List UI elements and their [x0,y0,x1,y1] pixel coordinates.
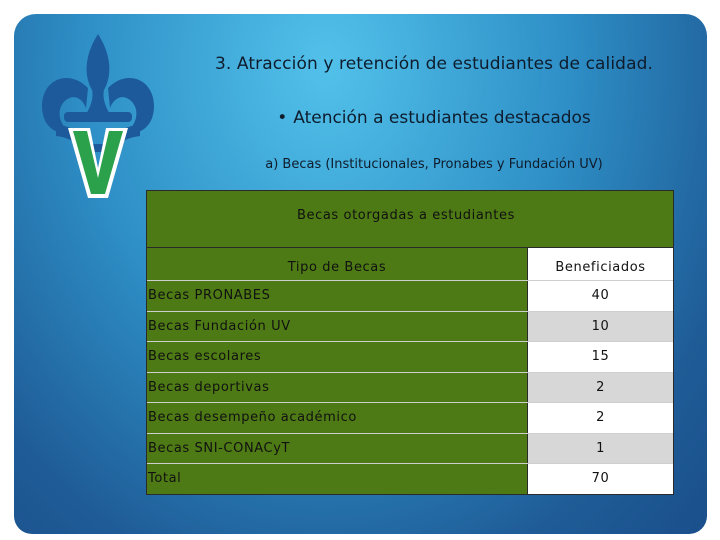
table-row [147,280,673,311]
row-name: Becas SNI-CONACyT [147,434,527,464]
becas-table [146,190,674,495]
total-value: 70 [527,464,673,494]
bullet-text: Atención a estudiantes destacados [293,108,591,128]
university-logo [34,28,162,204]
fleur-de-lis-icon [42,34,154,152]
bullet-icon: • [277,108,288,128]
header-beneficiados: Beneficiados [527,248,673,280]
slide-background [14,14,707,534]
row-value: 10 [527,312,673,342]
header-tipo: Tipo de Becas [287,260,387,275]
row-name: Becas desempeño académico [147,403,527,433]
bullet-heading [174,108,694,128]
table-header-row [147,248,673,280]
row-value: 1 [527,434,673,464]
table-row [147,311,673,342]
row-value: 15 [527,342,673,372]
row-value: 40 [527,281,673,311]
table-row [147,402,673,433]
row-name: Becas escolares [147,342,527,372]
total-label: Total [147,464,527,494]
row-name: Becas Fundación UV [147,312,527,342]
slide-title: 3. Atracción y retención de estudiantes de calidad. [215,54,653,74]
table-caption-row [147,191,673,248]
table-row [147,341,673,372]
table-row [147,372,673,403]
table-caption: Becas otorgadas a estudiantes [297,208,515,223]
row-value: 2 [527,403,673,433]
subtitle: a) Becas (Institucionales, Pronabes y Fundación UV) [265,157,603,172]
row-name: Becas PRONABES [147,281,527,311]
row-value: 2 [527,373,673,403]
row-name: Becas deportivas [147,373,527,403]
table-total-row [147,463,673,494]
table-row [147,433,673,464]
